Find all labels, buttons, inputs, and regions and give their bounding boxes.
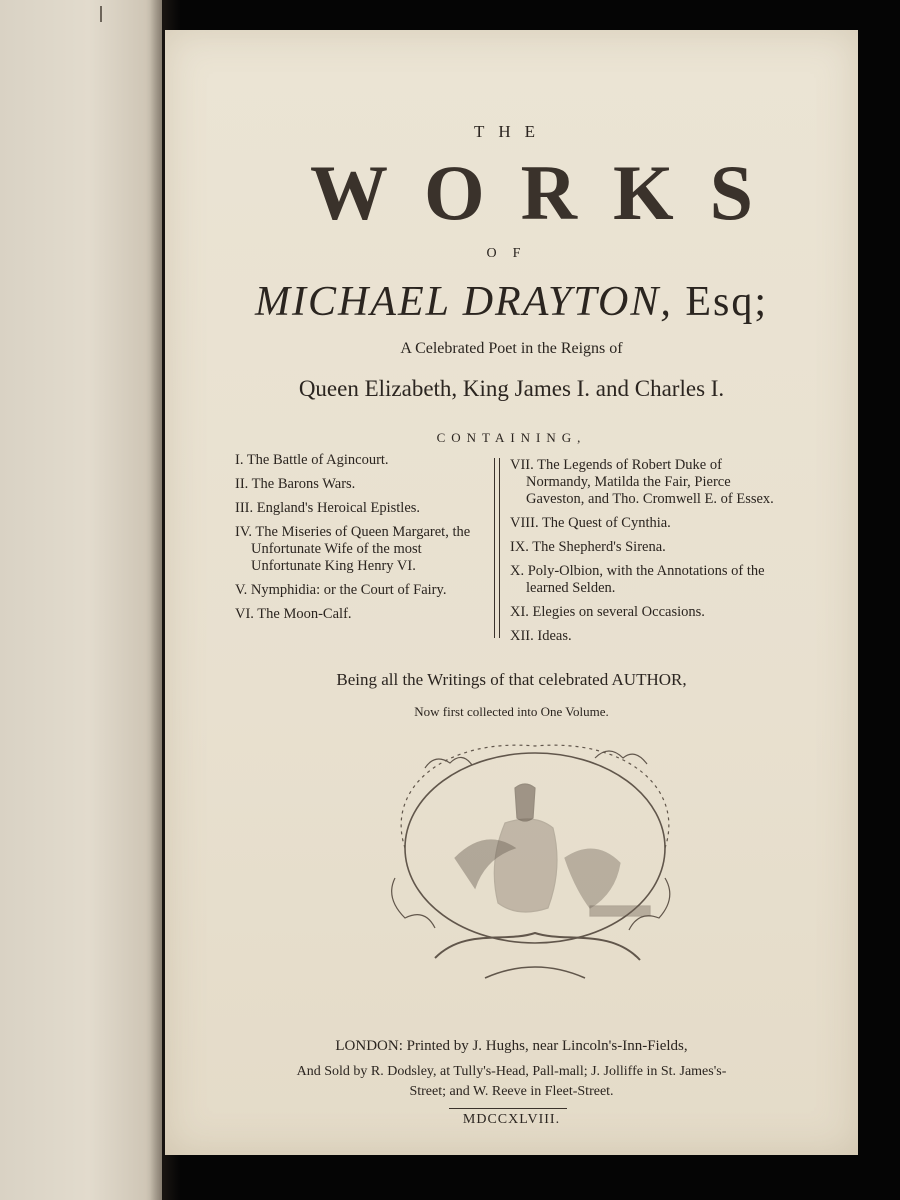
imprint-line-1: LONDON: Printed by J. Hughs, near Lincoln's-Inn-Fields, xyxy=(335,1038,688,1054)
publication-date: MDCCXLVIII. xyxy=(462,1112,561,1127)
author-name-text: MICHAEL DRAYTON, xyxy=(254,279,673,325)
contents-left-column xyxy=(235,452,493,630)
imprint-line-3: Street; and W. Reeve in Fleet-Street. xyxy=(409,1084,614,1099)
contents-item: IV. The Miseries of Queen Margaret, the Unfortunate Wife of the most Unfortunate King Henry VI. xyxy=(235,524,471,574)
engraved-vignette-illustration xyxy=(365,728,705,990)
contents-item: II. The Barons Wars. xyxy=(235,476,356,492)
contents-item: III. England's Heroical Epistles. xyxy=(235,500,421,516)
collected-line: Now first collected into One Volume. xyxy=(414,704,609,719)
contents-item: V. Nymphidia: or the Court of Fairy. xyxy=(235,582,447,598)
facing-page xyxy=(0,0,162,1200)
title-of: OF xyxy=(486,246,537,261)
title-works: WORKS xyxy=(309,149,790,236)
contents-right-column xyxy=(510,457,774,652)
subtitle: A Celebrated Poet in the Reigns of xyxy=(400,340,623,357)
page-mark xyxy=(100,6,102,22)
title-the: THE xyxy=(473,122,550,141)
contents-item: VI. The Moon-Calf. xyxy=(235,606,352,622)
author-name xyxy=(165,278,858,326)
contents-item: XI. Elegies on several Occasions. xyxy=(510,604,705,620)
contents-item: X. Poly-Olbion, with the Annotations of the learned Selden. xyxy=(510,563,765,596)
author-suffix: Esq; xyxy=(672,279,769,325)
contents-item: VIII. The Quest of Cynthia. xyxy=(510,515,671,531)
date-rule xyxy=(449,1108,567,1109)
reigns-line: Queen Elizabeth, King James I. and Charles I. xyxy=(298,376,725,401)
column-divider xyxy=(494,458,500,638)
imprint-line-2: And Sold by R. Dodsley, at Tully's-Head, Pall-mall; J. Jolliffe in St. James's- xyxy=(296,1064,727,1079)
contents-item: I. The Battle of Agincourt. xyxy=(235,452,389,468)
writings-line: Being all the Writings of that celebrated AUTHOR, xyxy=(336,670,687,689)
contents-item: IX. The Shepherd's Sirena. xyxy=(510,539,666,555)
title-page xyxy=(165,30,858,1155)
contents-item: VII. The Legends of Robert Duke of Normandy, Matilda the Fair, Pierce Gaveston, and Tho. Cromwell E. of Essex. xyxy=(510,457,774,507)
contents-item: XII. Ideas. xyxy=(510,628,572,644)
containing-heading: CONTAINING, xyxy=(436,430,587,445)
